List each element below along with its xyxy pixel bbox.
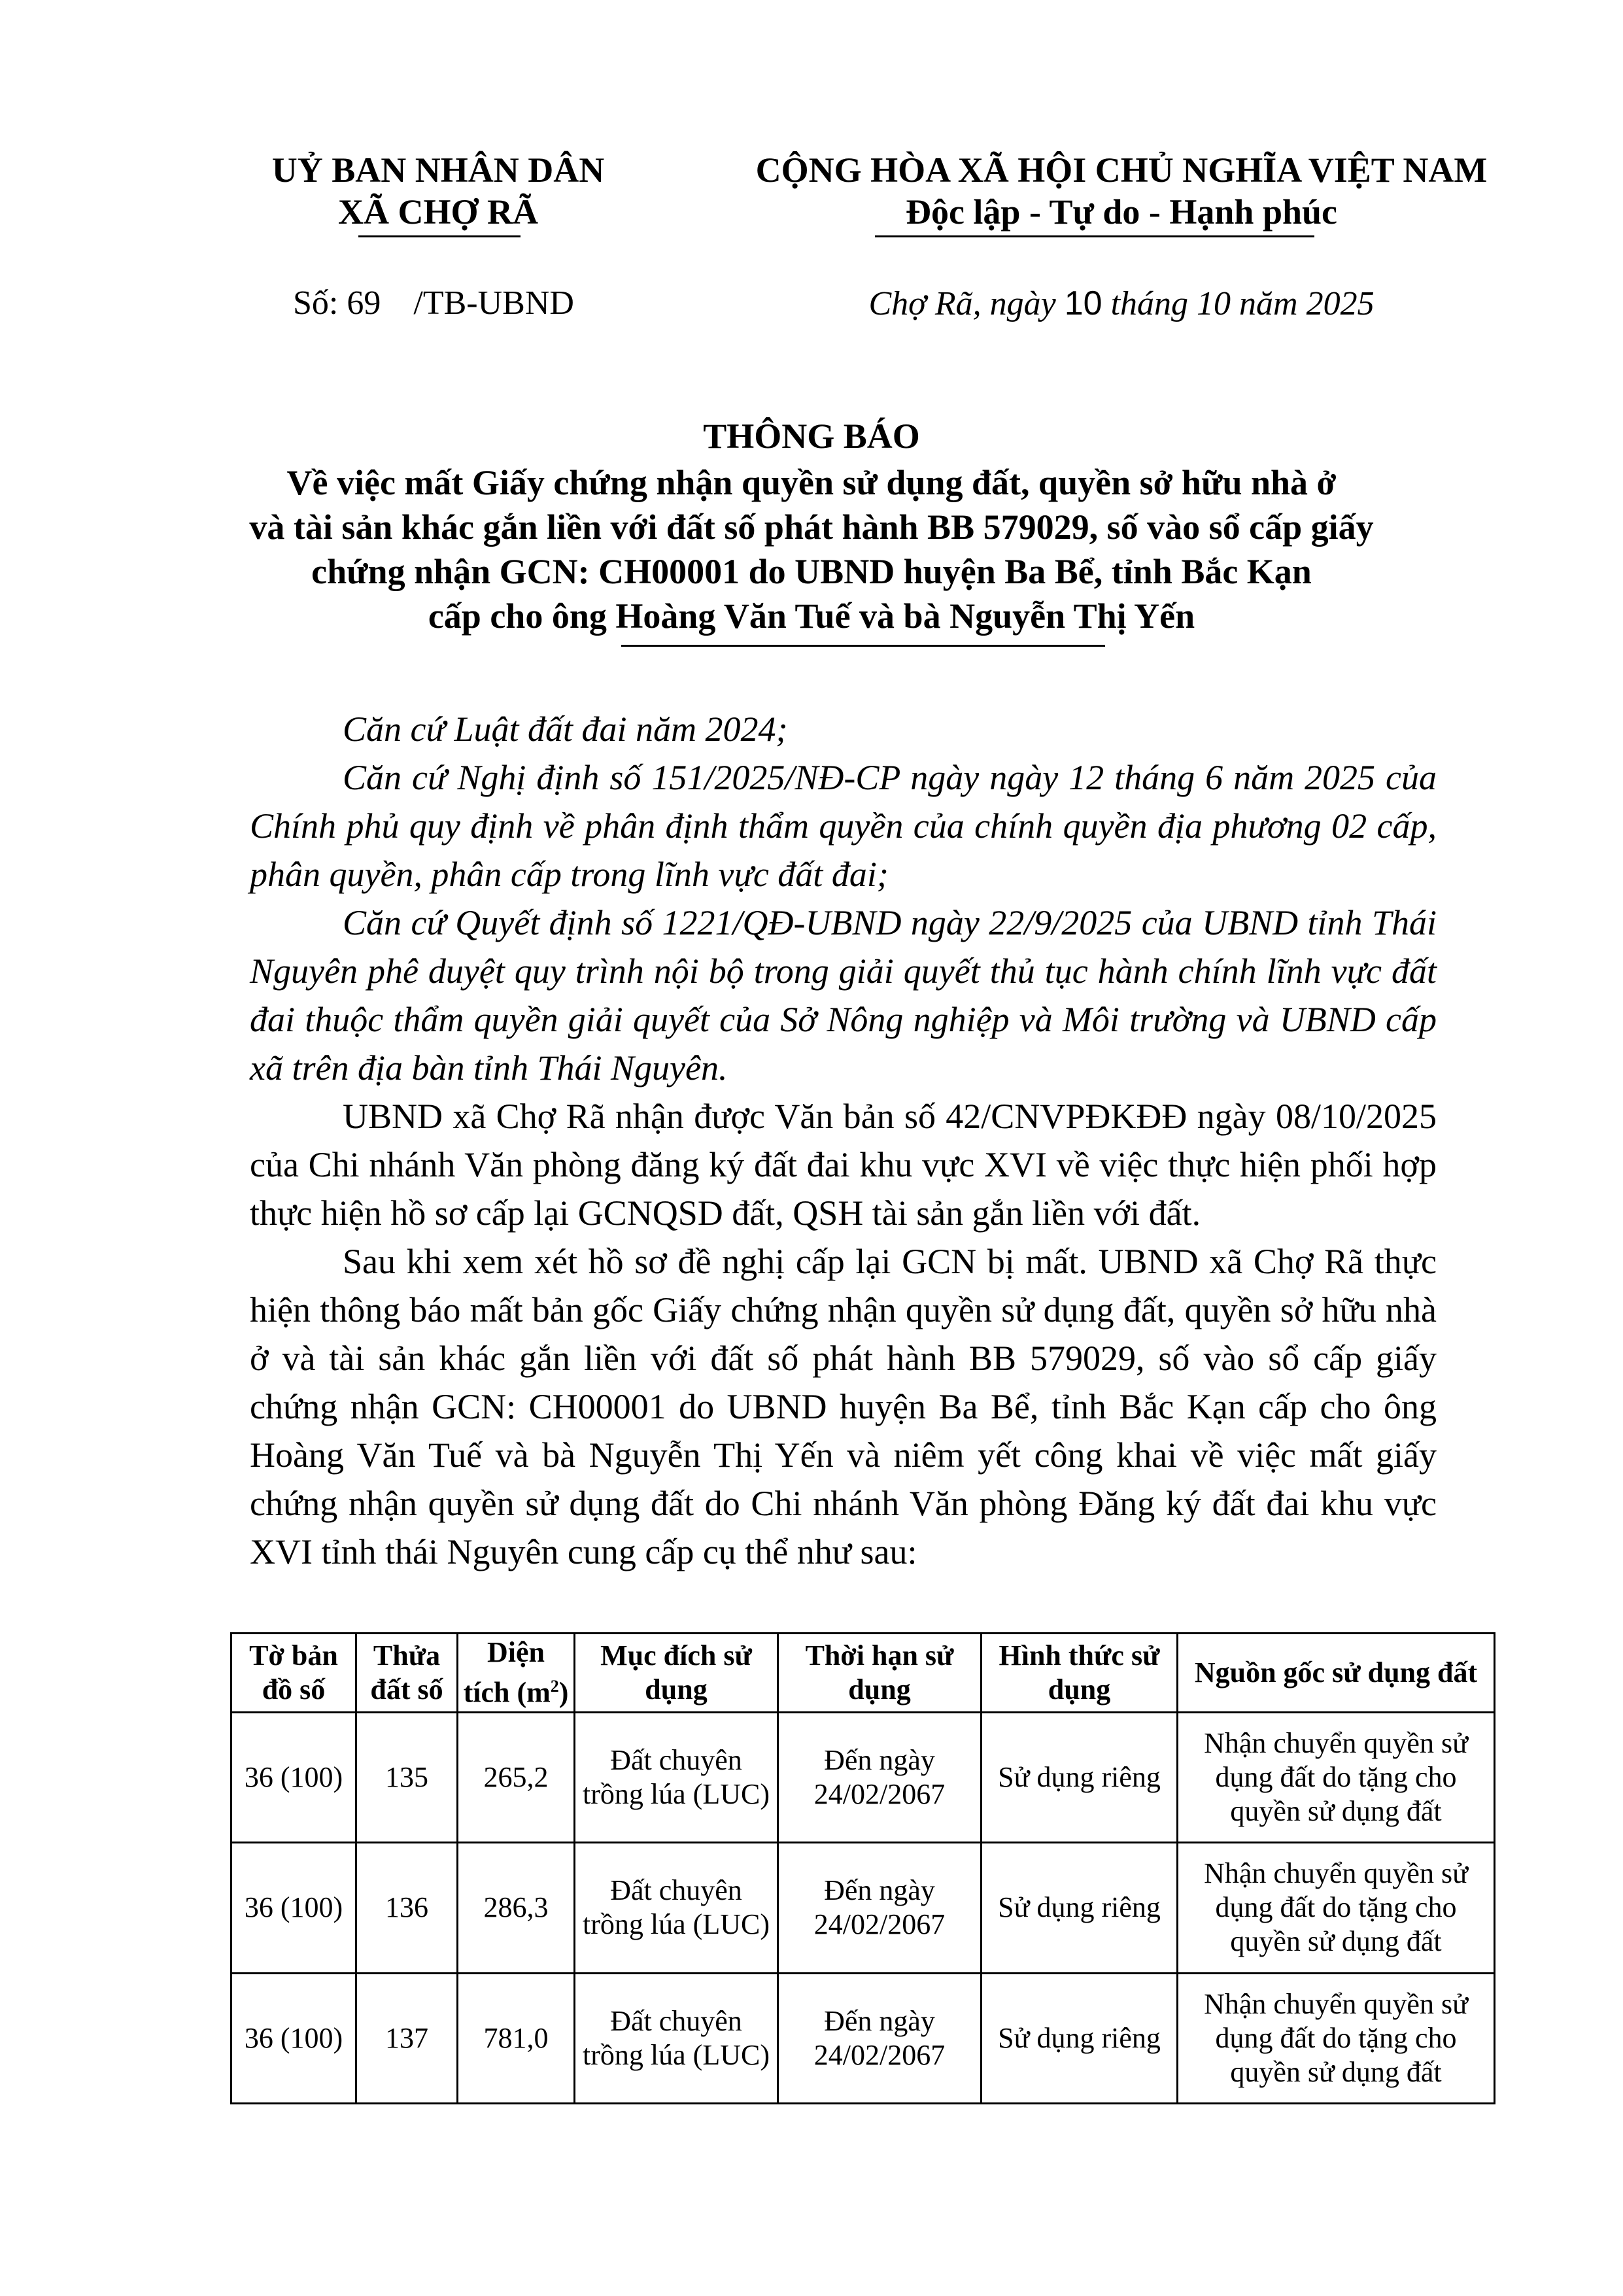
- cell-term: Đến ngày 24/02/2067: [778, 1843, 982, 1973]
- document-subject: [163, 460, 1460, 638]
- cell-area: 265,2: [458, 1712, 575, 1842]
- legal-basis-3: Căn cứ Quyết định số 1221/QĐ-UBND ngày 22/9/2025 của UBND tỉnh Thái Nguyên phê duyệt quy trình nội bộ trong giải quyết thủ tục hành chính lĩnh vực đất đai thuộc thẩm quyền giải quyết của Sở Nông nghiệp và Môi trường và UBND cấp xã trên địa bàn tỉnh Thái Nguyên.: [250, 903, 1437, 1088]
- cell-form: Sử dụng riêng: [982, 1843, 1178, 1973]
- cell-origin: Nhận chuyển quyền sử dụng đất do tặng cho quyền sử dụng đất: [1178, 1973, 1495, 2103]
- cell-map-sheet: 36 (100): [231, 1843, 356, 1973]
- subject-line-3: chứng nhận GCN: CH00001 do UBND huyện Ba Bể, tỉnh Bắc Kạn: [311, 552, 1312, 591]
- col-origin: Nguồn gốc sử dụng đất: [1178, 1634, 1495, 1713]
- doc-number-label: Số: 69: [293, 284, 381, 322]
- table-header-row: [231, 1634, 1495, 1713]
- nation-name: CỘNG HÒA XÃ HỘI CHỦ NGHĨA VIỆT NAM: [755, 150, 1488, 190]
- document-body: [250, 705, 1437, 1576]
- col-form: Hình thức sử dụng: [982, 1634, 1178, 1713]
- cell-area: 286,3: [458, 1843, 575, 1973]
- cell-area: 781,0: [458, 1973, 575, 2103]
- cell-origin: Nhận chuyển quyền sử dụng đất do tặng cho quyền sử dụng đất: [1178, 1843, 1495, 1973]
- date-day: 10: [1064, 284, 1102, 322]
- place-date: [726, 283, 1517, 325]
- col-map-sheet: Tờ bản đồ số: [231, 1634, 356, 1713]
- subject-line-1: Về việc mất Giấy chứng nhận quyền sử dụng đất, quyền sở hữu nhà ở: [286, 463, 1337, 502]
- document-title: THÔNG BÁO: [703, 417, 920, 456]
- cell-term: Đến ngày 24/02/2067: [778, 1712, 982, 1842]
- agency-line-2: XÃ CHỢ RÃ: [338, 192, 538, 231]
- table-row: [231, 1843, 1495, 1973]
- col-purpose: Mục đích sử dụng: [575, 1634, 778, 1713]
- cell-map-sheet: 36 (100): [231, 1973, 356, 2103]
- body-paragraph-1: UBND xã Chợ Rã nhận được Văn bản số 42/CNVPĐKĐĐ ngày 08/10/2025 của Chi nhánh Văn phòng đăng ký đất đai khu vực XVI về việc thực hiện phối hợp thực hiện hồ sơ cấp lại GCNQSD đất, QSH tài sản gắn liền với đất.: [250, 1097, 1437, 1233]
- cell-purpose: Đất chuyên trồng lúa (LUC): [575, 1843, 778, 1973]
- subject-underline: [621, 645, 1105, 647]
- cell-form: Sử dụng riêng: [982, 1712, 1178, 1842]
- date-suffix: tháng 10 năm 2025: [1110, 285, 1375, 322]
- col-term: Thời hạn sử dụng: [778, 1634, 982, 1713]
- cell-parcel: 137: [356, 1973, 458, 2103]
- cell-form: Sử dụng riêng: [982, 1973, 1178, 2103]
- document-number: [293, 283, 574, 324]
- table-row: [231, 1973, 1495, 2103]
- motto: Độc lập - Tự do - Hạnh phúc: [905, 192, 1338, 231]
- cell-parcel: 136: [356, 1843, 458, 1973]
- date-prefix: Chợ Rã, ngày: [868, 285, 1056, 322]
- cell-purpose: Đất chuyên trồng lúa (LUC): [575, 1973, 778, 2103]
- subject-line-2: và tài sản khác gắn liền với đất số phát hành BB 579029, số vào sổ cấp giấy: [249, 507, 1374, 547]
- motto-underline: [875, 235, 1314, 237]
- agency-underline: [358, 235, 521, 237]
- land-parcel-table: [230, 1632, 1495, 2104]
- cell-purpose: Đất chuyên trồng lúa (LUC): [575, 1712, 778, 1842]
- cell-term: Đến ngày 24/02/2067: [778, 1973, 982, 2103]
- doc-number-suffix: /TB-UBND: [413, 284, 574, 322]
- cell-parcel: 135: [356, 1712, 458, 1842]
- agency-line-1: UỶ BAN NHÂN DÂN: [271, 150, 605, 190]
- col-parcel: Thửa đất số: [356, 1634, 458, 1713]
- cell-map-sheet: 36 (100): [231, 1712, 356, 1842]
- col-area: Diện tích $(m^2)$: [458, 1634, 575, 1713]
- issuing-agency: [216, 149, 660, 233]
- cell-origin: Nhận chuyển quyền sử dụng đất do tặng cho quyền sử dụng đất: [1178, 1712, 1495, 1842]
- legal-basis-1: Căn cứ Luật đất đai năm 2024;: [343, 710, 788, 749]
- body-paragraph-2: Sau khi xem xét hồ sơ đề nghị cấp lại GCN bị mất. UBND xã Chợ Rã thực hiện thông báo mất bản gốc Giấy chứng nhận quyền sử dụng đất, quyền sở hữu nhà ở và tài sản khác gắn liền với đất số phát hành BB 579029, số vào sổ cấp giấy chứng nhận GCN: CH00001 do UBND huyện Ba Bể, tỉnh Bắc Kạn cấp cho ông Hoàng Văn Tuế và bà Nguyễn Thị Yến và niêm yết công khai về việc mất giấy chứng nhận quyền sử dụng đất do Chi nhánh Văn phòng Đăng ký đất đai khu vực XVI tỉnh thái Nguyên cung cấp cụ thể như sau:: [250, 1242, 1437, 1571]
- legal-basis-2: Căn cứ Nghị định số 151/2025/NĐ-CP ngày ngày 12 tháng 6 năm 2025 của Chính phủ quy định về phân định thẩm quyền của chính quyền địa phương 02 cấp, phân quyền, phân cấp trong lĩnh vực đất đai;: [250, 758, 1437, 894]
- table-row: [231, 1712, 1495, 1842]
- subject-line-4: cấp cho ông Hoàng Văn Tuế và bà Nguyễn Thị Yến: [428, 596, 1195, 636]
- national-motto: [726, 149, 1517, 233]
